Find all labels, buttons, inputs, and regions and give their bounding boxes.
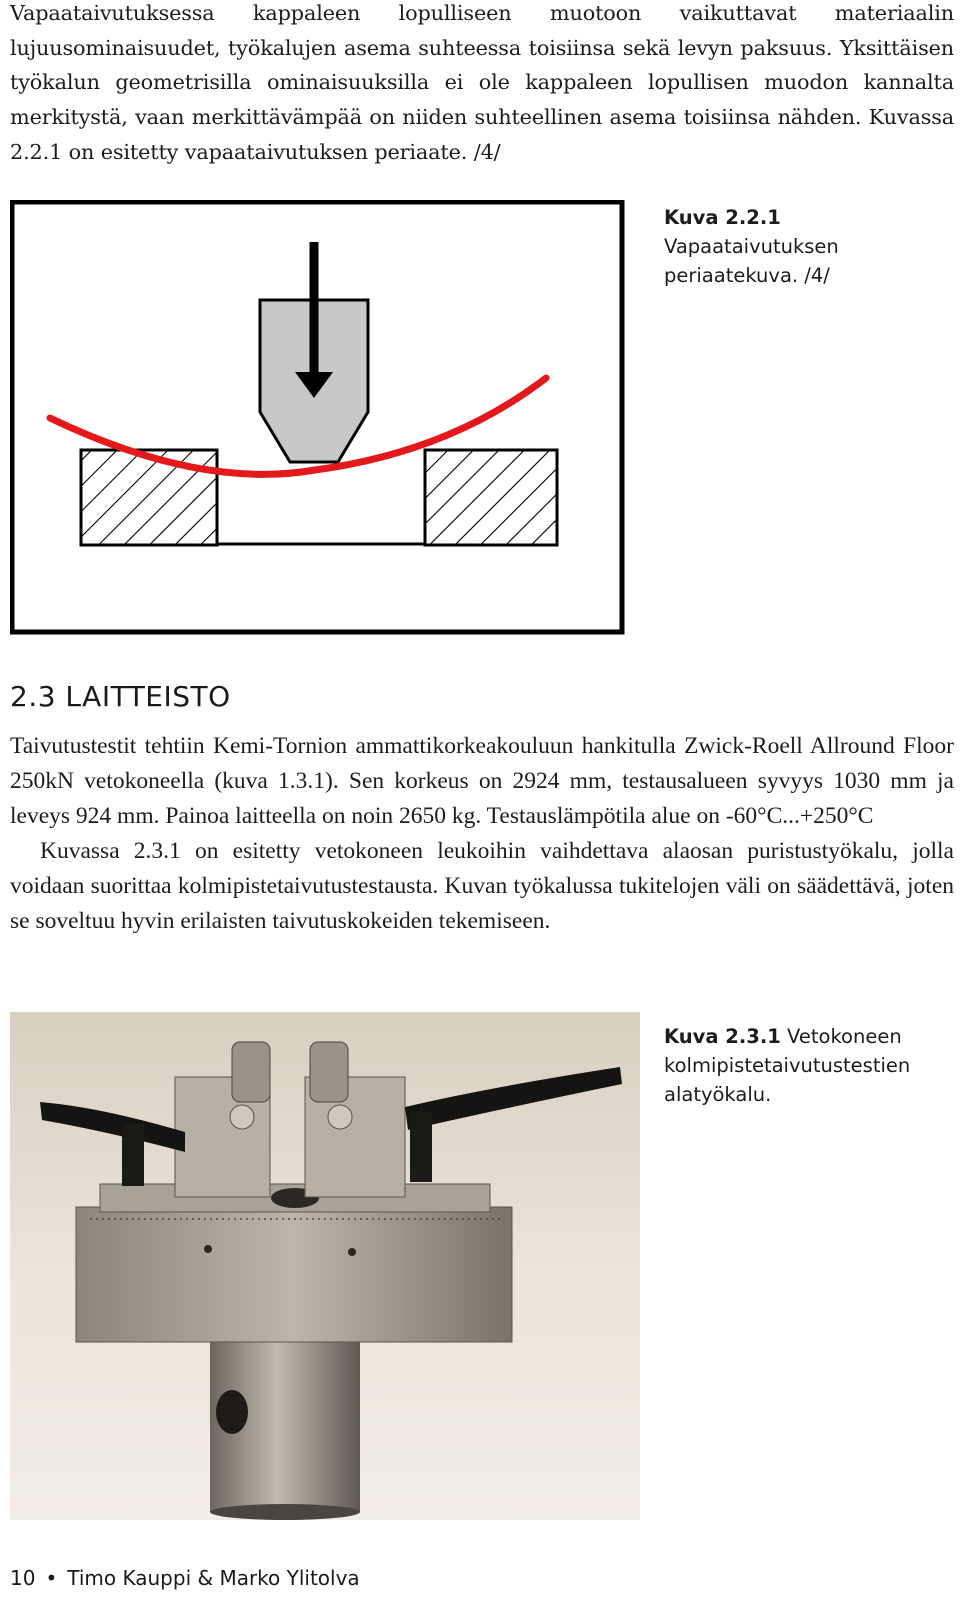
die-left-block (81, 450, 217, 545)
tool-beam (76, 1207, 512, 1342)
right-roller (310, 1042, 348, 1102)
section-paragraph-1: Taivutustestit tehtiin Kemi-Tornion ammattikorkeakouluun hankitulla Zwick-Roell Allround Floor 250kN vetokoneella (kuva 1.3.1). Sen korkeus on 2924 mm, testausalueen syvyys 1030 mm ja leveys 924 mm. Painoa laitteella on noin 2650 kg. Testauslämpötila alue on -60°C...+250°C (10, 733, 954, 829)
section-body (10, 729, 954, 939)
free-bending-diagram (10, 200, 630, 642)
figure-1-caption-label: Kuva 2.2.1 (664, 206, 781, 229)
beam-screw-right (348, 1248, 356, 1256)
figure-1-caption (664, 203, 954, 290)
page-footer (10, 1566, 360, 1590)
figure-1-caption-text: Vapaataivutuksen periaatekuva. /4/ (664, 235, 839, 287)
section-heading: 2.3 LAITTEISTO (10, 680, 231, 713)
die-right-block (425, 450, 557, 545)
page-number: 10 (10, 1566, 36, 1590)
footer-separator: • (45, 1566, 58, 1590)
right-lever-post (410, 1112, 432, 1182)
left-roller (232, 1042, 270, 1102)
figure-2-caption-label: Kuva 2.3.1 (664, 1025, 781, 1048)
figure-2-caption (664, 1022, 954, 1109)
intro-paragraph: Vapaataivutuksessa kappaleen lopulliseen muotoon vaikuttavat materiaalin lujuusominaisuudet, työkalujen asema suhteessa toisiinsa sekä levyn paksuus. Yksittäisen työkalun geometrisilla ominaisuuksilla ei ole kappaleen lopullisen muodon kannalta merkitystä, vaan merkittävämpää on niiden suhteellinen asema toisiinsa nähden. Kuvassa 2.2.1 on esitetty vapaataivutuksen periaate. /4/ (10, 1, 954, 164)
bending-tool-photo (10, 1012, 640, 1520)
cylinder-bottom (210, 1504, 360, 1520)
right-roller-knob (328, 1105, 352, 1129)
section-paragraph-2-wrap (10, 834, 954, 939)
section-paragraph-2: Kuvassa 2.3.1 on esitetty vetokoneen leukoihin vaihdettava alaosan puristustyökalu, jolla voidaan suorittaa kolmipistetaivutustestausta. Kuvan työkalussa tukitelojen väli on säädettävä, joten se soveltuu hyvin erilaisten taivutuskokeiden tekemiseen. (10, 838, 954, 934)
left-lever-post (122, 1124, 144, 1186)
left-roller-knob (230, 1105, 254, 1129)
figure-2-caption-text: Vetokoneen kolmipistetaivutustestien alatyökalu. (664, 1025, 911, 1106)
beam-screw-left (204, 1245, 212, 1253)
footer-authors: Timo Kauppi & Marko Ylitolva (67, 1566, 360, 1590)
cylinder-hole (216, 1390, 248, 1434)
